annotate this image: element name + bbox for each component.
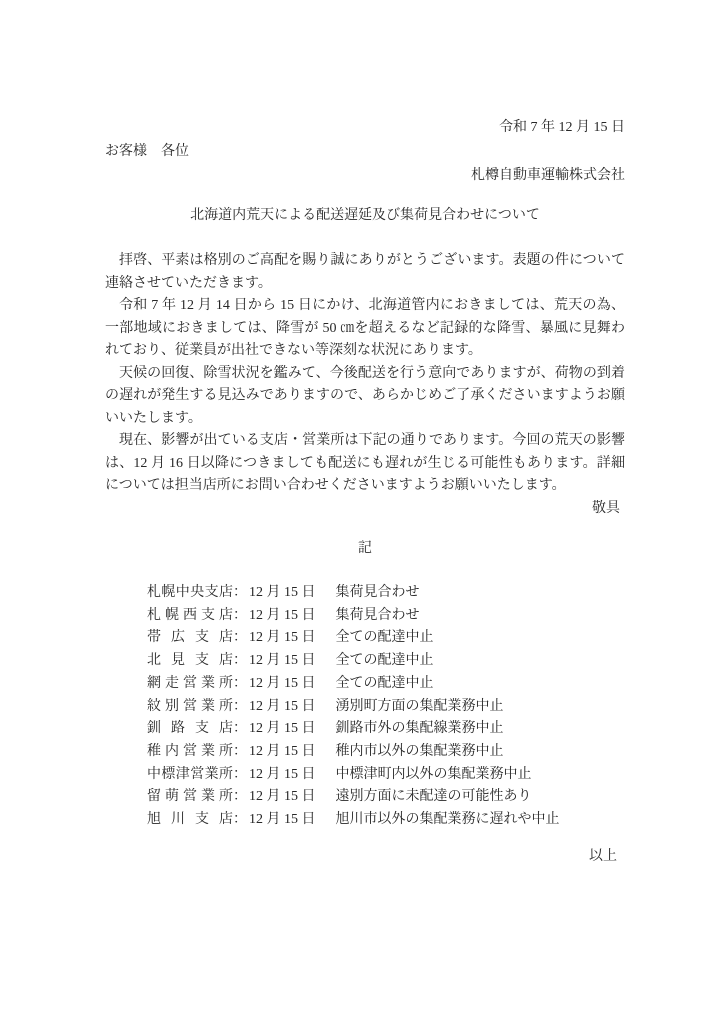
branch-separator: ： [233,721,247,737]
body-text [105,250,625,498]
branch-date: 12 月 15 日 [249,585,316,600]
branch-separator: ： [233,698,247,714]
branch-status-row [147,673,625,696]
branch-separator: ： [233,812,247,828]
branch-date: 12 月 15 日 [249,675,316,691]
document-date: 令和 7 年 12 月 15 日 [499,120,625,135]
paragraph-notice: 現在、影響が出ている支店・営業所は下記の通りであります。今回の荒天の影響は、12 月 16 日以降につきましても配送にも遅れが生じる可能性もあります。詳細については担当店所にお問い合わせくださいますようお願いいたします。 [105,433,625,493]
paragraph-greeting: 拝啓、平素は格別のご高配を賜り誠にありがとうございます。表題の件について連絡させていただきます。 [105,253,625,291]
branch-separator: ： [233,675,247,691]
paragraph-situation: 令和 7 年 12 月 14 日から 15 日にかけ、北海道管内におきましては、荒天の為、一部地域におきましては、降雪が 50 ㎝を超えるなど記録的な降雪、暴風に見舞われており、従業員が出社できない等深刻な状況にあります。 [105,298,625,358]
branch-status: 中標津町内以外の集配業務中止 [335,766,532,782]
branch-name: 稚内営業所 [147,743,233,759]
branch-status-row [147,650,625,673]
branch-date: 12 月 15 日 [249,743,316,759]
branch-name: 網走営業所 [147,675,233,691]
branch-date: 12 月 15 日 [249,653,316,669]
branch-status: 全ての配達中止 [335,675,434,691]
branch-status-row [147,718,625,741]
document-title: 北海道内荒天による配送遅延及び集荷見合わせについて [190,208,540,223]
closing-keigu: 敬具 [592,500,620,516]
branch-status-list [147,582,625,832]
branch-status: 湧別町方面の集配業務中止 [335,698,504,714]
branch-status: 遠別方面に未配達の可能性あり [335,789,532,805]
branch-separator: ： [233,766,247,782]
branch-separator: ： [233,630,247,646]
end-marker: 以上 [589,848,617,864]
branch-date: 12 月 15 日 [249,766,316,782]
branch-separator: ： [233,743,247,759]
branch-status: 集荷見合わせ [335,607,420,623]
branch-status: 旭川市以外の集配業務に遅れや中止 [335,812,560,828]
branch-status-row [147,582,625,605]
branch-date: 12 月 15 日 [249,789,316,805]
record-marker: 記 [358,541,372,556]
paragraph-intent: 天候の回復、除雪状況を鑑みて、今後配送を行う意向でありますが、荷物の到着の遅れが発生する見込みでありますので、あらかじめご了承くださいますようお願いいたします。 [105,365,625,426]
branch-name: 留萌営業所 [147,789,233,805]
branch-status: 稚内市以外の集配業務中止 [335,743,504,759]
branch-date: 12 月 15 日 [249,698,316,714]
branch-status: 集荷見合わせ [335,585,420,600]
branch-status-row [147,786,625,809]
branch-date: 12 月 15 日 [249,812,316,828]
branch-status-row [147,809,625,832]
branch-name: 札幌西支店 [147,607,233,623]
branch-status-row [147,764,625,787]
branch-date: 12 月 15 日 [249,630,316,646]
company-name: 札樽自動車運輸株式会社 [471,168,625,183]
branch-separator: ： [233,653,247,669]
branch-name: 釧路支店 [147,721,233,737]
branch-status: 全ての配達中止 [335,630,434,646]
branch-separator: ： [233,607,247,623]
branch-name: 中標津営業所 [147,766,233,782]
branch-status-row [147,696,625,719]
branch-status-row [147,605,625,628]
branch-date: 12 月 15 日 [249,721,316,737]
branch-status: 釧路市外の集配線業務中止 [335,721,504,737]
branch-status: 全ての配達中止 [335,653,434,669]
recipient: お客様 各位 [105,144,189,159]
branch-name: 旭川支店 [147,812,233,828]
branch-name: 北見支店 [147,653,233,669]
branch-name: 札幌中央支店 [147,585,233,600]
branch-status-row [147,741,625,764]
branch-separator: ： [233,789,247,805]
branch-separator: ： [233,585,247,600]
branch-date: 12 月 15 日 [249,607,316,623]
branch-status-row [147,627,625,650]
branch-name: 帯広支店 [147,630,233,646]
branch-name: 紋別営業所 [147,698,233,714]
